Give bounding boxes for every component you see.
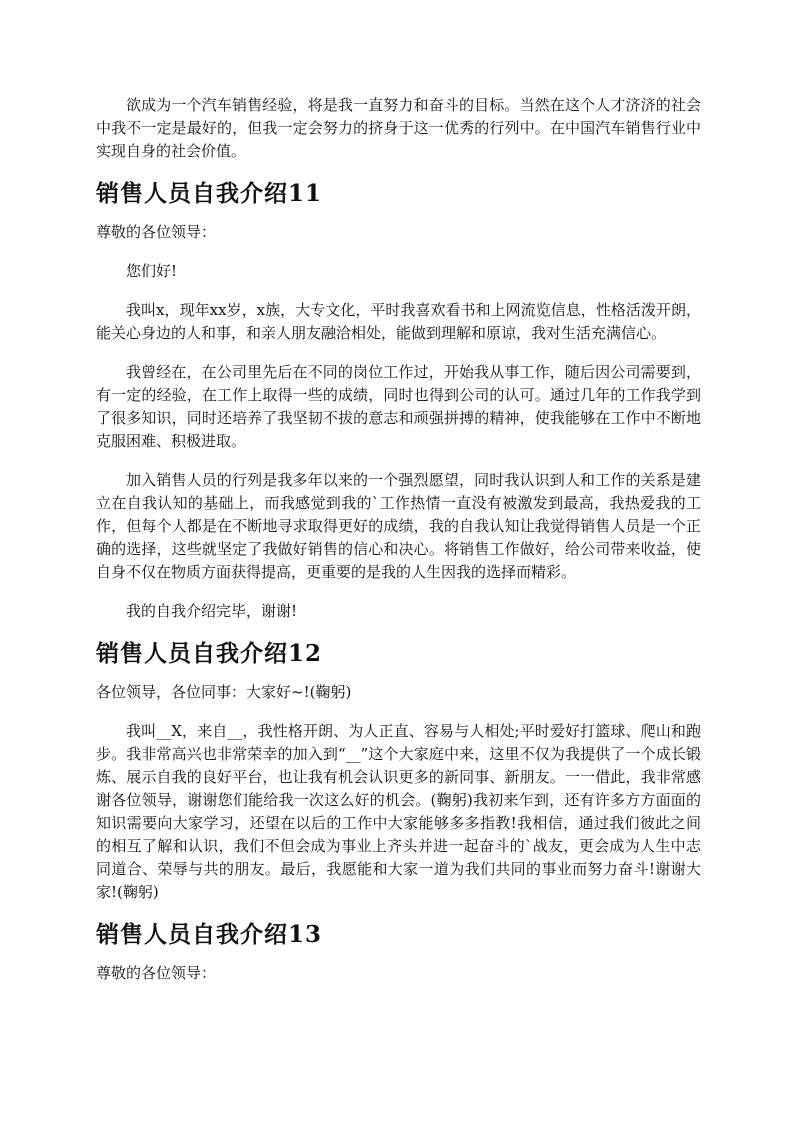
greeting-12: 各位领导，各位同事：大家好~!(鞠躬) <box>96 683 352 701</box>
section-heading-13: 销售人员自我介绍13 <box>96 921 323 948</box>
hello-11: 您们好! <box>126 262 178 280</box>
paragraph-11-1: 我叫x，现年xx岁，x族，大专文化，平时我喜欢看书和上网流览信息，性格活泼开朗，能关心身边的人和事，和亲人朋友融洽相处，能做到理解和原谅，我对生活充满信心。 <box>96 301 701 342</box>
paragraph-11-2: 我曾经在，在公司里先后在不同的岗位工作过，开始我从事工作，随后因公司需要到，有一定的经验，在工作上取得一些的成绩，同时也得到公司的认可。通过几年的工作我学到了很多知识，同时还培养了我坚韧不拔的意志和顽强拼搏的精神，使我能够在工作中不断地克服困难、积极进取。 <box>96 363 701 450</box>
paragraph-11-3: 加入销售人员的行列是我多年以来的一个强烈愿望，同时我认识到人和工作的关系是建立在自我认知的基础上，而我感觉到我的`工作热情一直没有被激发到最高，我热爱我的工作，但每个人都是在不断地寻求取得更好的成绩，我的自我认知让我觉得销售人员是一个正确的选择，这些就坚定了我做好销售的信心和决心。将销售工作做好，给公司带来收益，使自身不仅在物质方面获得提高，更重要的是我的人生因我的选择而精彩。 <box>96 471 701 581</box>
paragraph-12-1: 我叫__X，来自__，我性格开朗、为人正直、容易与人相处;平时爱好打篮球、爬山和跑步。我非常高兴也非常荣幸的加入到“__”这个大家庭中来，这里不仅为我提供了一个成长锻炼、展示自我的良好平台，也让我有机会认识更多的新同事、新朋友。一一借此，我非常感谢各位领导，谢谢您们能给我一次这么好的机会。(鞠躬)我初来乍到，还有许多方方面面的知识需要向大家学习，还望在以后的工作中大家能够多多指教!我相信，通过我们彼此之间的相互了解和认识，我们不但会成为事业上齐头并进一起奋斗的`战友，更会成为人生中志同道合、荣辱与共的朋友。最后，我愿能和大家一道为我们共同的事业而努力奋斗!谢谢大家!(鞠躬) <box>96 722 701 901</box>
section-heading-11: 销售人员自我介绍11 <box>96 180 323 207</box>
greeting-13: 尊敬的各位领导： <box>96 964 217 982</box>
document-body <box>96 94 701 985</box>
paragraph-intro: 欲成为一个汽车销售经验，将是我一直努力和奋斗的目标。当然在这个人才济济的社会中我不一定是最好的，但我一定会努力的挤身于这一优秀的行列中。在中国汽车销售行业中实现自身的社会价值。 <box>96 96 701 160</box>
section-heading-12: 销售人员自我介绍12 <box>96 640 323 667</box>
greeting-11: 尊敬的各位领导： <box>96 223 217 241</box>
closing-11: 我的自我介绍完毕，谢谢! <box>126 602 298 620</box>
